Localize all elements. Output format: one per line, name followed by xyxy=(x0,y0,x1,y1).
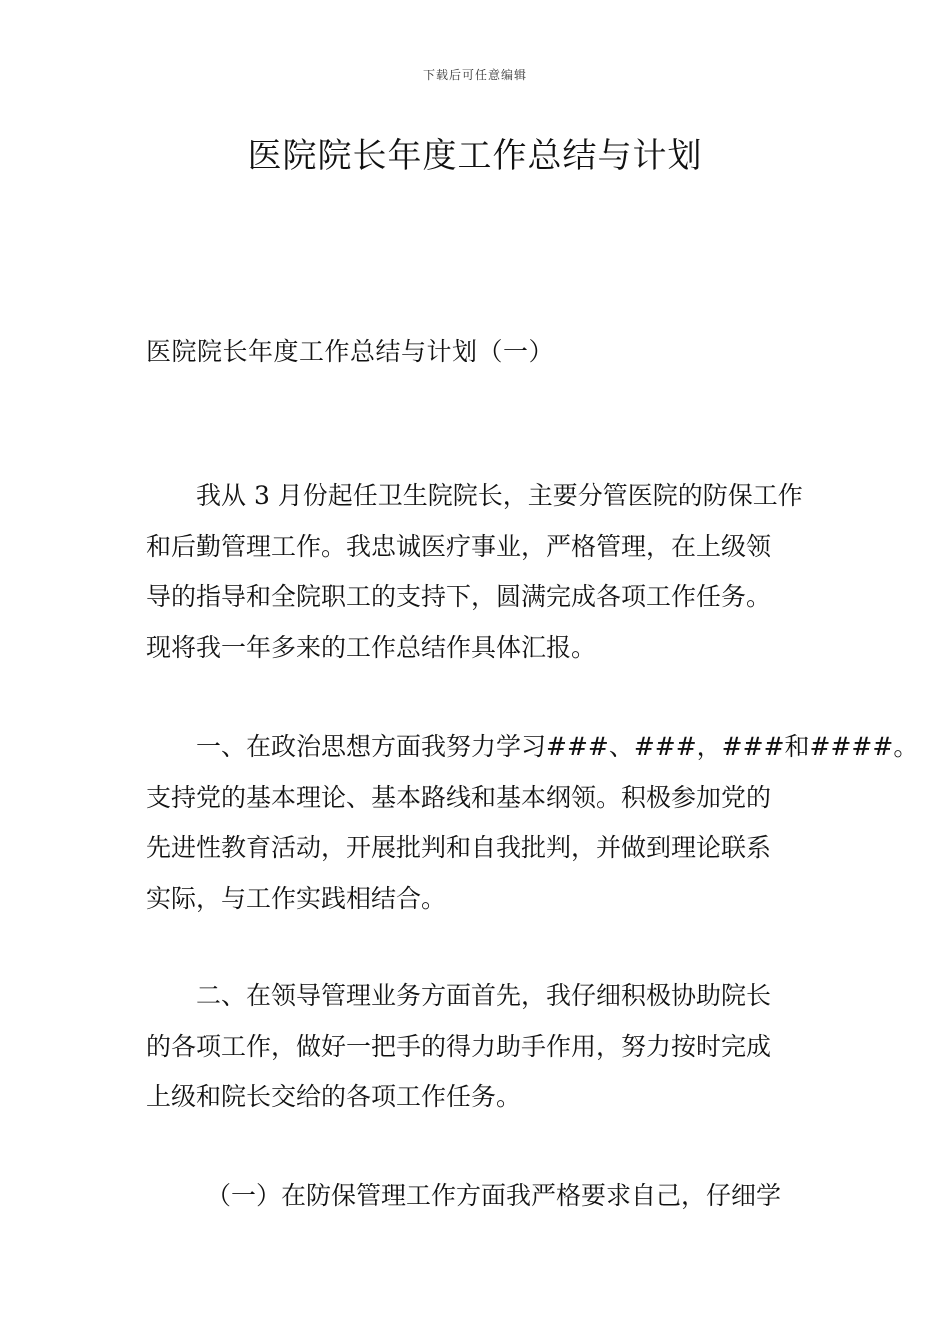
paragraph-line: 上级和院长交给的各项工作任务。 xyxy=(146,1082,522,1111)
section-subtitle: 医院院长年度工作总结与计划（一） xyxy=(146,337,555,366)
paragraph-intro xyxy=(146,471,846,673)
document-title: 医院院长年度工作总结与计划 xyxy=(247,136,703,176)
paragraph-political xyxy=(146,722,919,924)
paragraph-line: 支持党的基本理论、基本路线和基本纲领。积极参加党的 xyxy=(146,782,772,812)
paragraph-line: 先进性教育活动，开展批判和自我批判，并做到理论联系 xyxy=(146,833,772,862)
paragraph-line: （一）在防保管理工作方面我严格要求自己，仔细学 xyxy=(206,1181,782,1210)
paragraph-management xyxy=(146,971,846,1123)
paragraph-line: 导的指导和全院职工的支持下，圆满完成各项工作任务。 xyxy=(146,582,772,611)
paragraph-prevention xyxy=(146,1171,846,1222)
paragraph-line: 的各项工作，做好一把手的得力助手作用，努力按时完成 xyxy=(146,1031,772,1061)
paragraph-line: 一、在政治思想方面我努力学习###、###，###和####。 xyxy=(196,732,919,761)
paragraph-line: 现将我一年多来的工作总结作具体汇报。 xyxy=(146,632,597,662)
paragraph-line: 二、在领导管理业务方面首先，我仔细积极协助院长 xyxy=(196,981,772,1010)
header-note: 下载后可任意编辑 xyxy=(422,68,527,82)
paragraph-line: 和后勤管理工作。我忠诚医疗事业，严格管理，在上级领 xyxy=(146,531,772,561)
paragraph-line: 实际，与工作实践相结合。 xyxy=(146,883,447,913)
paragraph-line: 我从 3 月份起任卫生院院长，主要分管医院的防保工作 xyxy=(196,481,803,510)
